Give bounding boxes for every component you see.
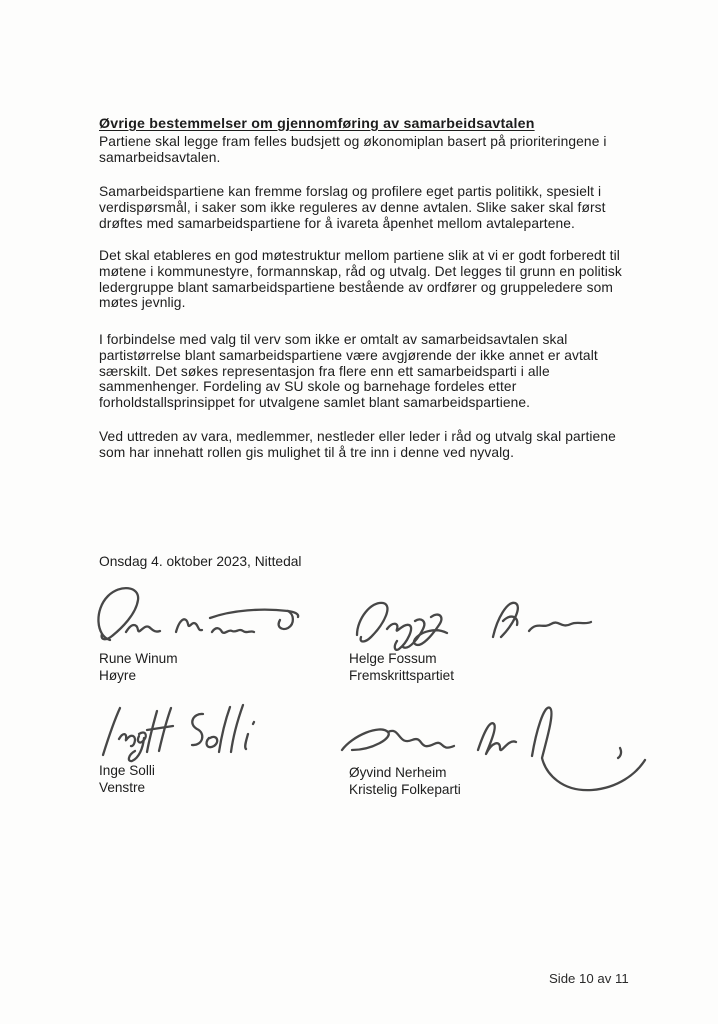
paragraph-line: verdispørsmål, i saker som ikke reguleres av denne avtalen. Slike saker skal først	[99, 199, 606, 215]
paragraph-withdrawal	[99, 429, 639, 461]
paragraph-line: ledergruppe blant samarbeidspartiene bestående av ordfører og gruppeledere som	[99, 279, 613, 295]
page-number: Side 10 av 11	[549, 971, 629, 986]
signature-block-inge-solli	[99, 763, 155, 796]
signatory-party: Venstre	[99, 779, 146, 795]
paragraph-line: forholdstallsprinsippet for utvalgene samlet blant samarbeidspartiene.	[99, 395, 531, 411]
paragraph-line: Samarbeidspartiene kan fremme forslag og profilere eget partis politikk, spesielt i	[99, 184, 602, 199]
paragraph-line: Det skal etableres en god møtestruktur mellom partiene slik at vi er godt forberedt til	[99, 248, 620, 263]
signatory-name: Øyvind Nerheim	[349, 765, 447, 780]
signatory-party: Høyre	[99, 667, 137, 683]
paragraph-line: samarbeidsavtalen.	[99, 149, 221, 165]
paragraph-line: I forbindelse med valg til verv som ikke er omtalt av samarbeidsavtalen skal	[99, 332, 568, 347]
helge-fossum-signature-icon	[345, 593, 600, 655]
paragraph-line: Ved uttreden av vara, medlemmer, nestleder eller leder i råd og utvalg skal partiene	[99, 429, 616, 444]
rune-winum-signature-icon	[92, 584, 327, 652]
paragraph-line: drøftes med samarbeidspartiene for å ivareta åpenhet mellom avtalepartene.	[99, 215, 575, 231]
paragraph-line: som har innehatt rollen gis mulighet til å tre inn i denne ved nyvalg.	[99, 444, 515, 460]
signatory-party: Fremskrittspartiet	[349, 667, 454, 683]
inge-solli-signature-icon	[93, 701, 258, 763]
paragraph-budget	[99, 134, 639, 166]
signatory-party: Kristelig Folkeparti	[349, 781, 461, 797]
signature-block-rune-winum	[99, 651, 178, 684]
paragraph-proposals	[99, 184, 639, 231]
paragraph-line: Partiene skal legge fram felles budsjett og økonomiplan basert på prioriteringene i	[99, 134, 607, 149]
signatory-name: Inge Solli	[99, 763, 155, 778]
signatory-name: Helge Fossum	[349, 651, 437, 666]
section-heading: Øvrige bestemmelser om gjennomføring av samarbeidsavtalen	[99, 116, 535, 132]
paragraph-elections	[99, 332, 639, 411]
paragraph-line: partistørrelse blant samarbeidspartiene være avgjørende der ikke annet er avtalt	[99, 347, 598, 363]
paragraph-line: møtes jevnlig.	[99, 295, 186, 311]
date-line: Onsdag 4. oktober 2023, Nittedal	[99, 554, 302, 569]
paragraph-line: møtene i kommunestyre, formannskap, råd og utvalg. Det legges til grunn en politisk	[99, 263, 622, 279]
paragraph-line: særskilt. Det søkes representasjon fra flere enn ett samarbeidsparti i alle	[99, 363, 550, 379]
signatory-name: Rune Winum	[99, 651, 178, 666]
paragraph-meeting-structure	[99, 248, 639, 311]
signature-block-helge-fossum	[349, 651, 454, 684]
signature-block-oyvind-nerheim	[349, 765, 461, 798]
paragraph-line: sammenhenger. Fordeling av SU skole og barnehage fordeles etter	[99, 379, 517, 395]
